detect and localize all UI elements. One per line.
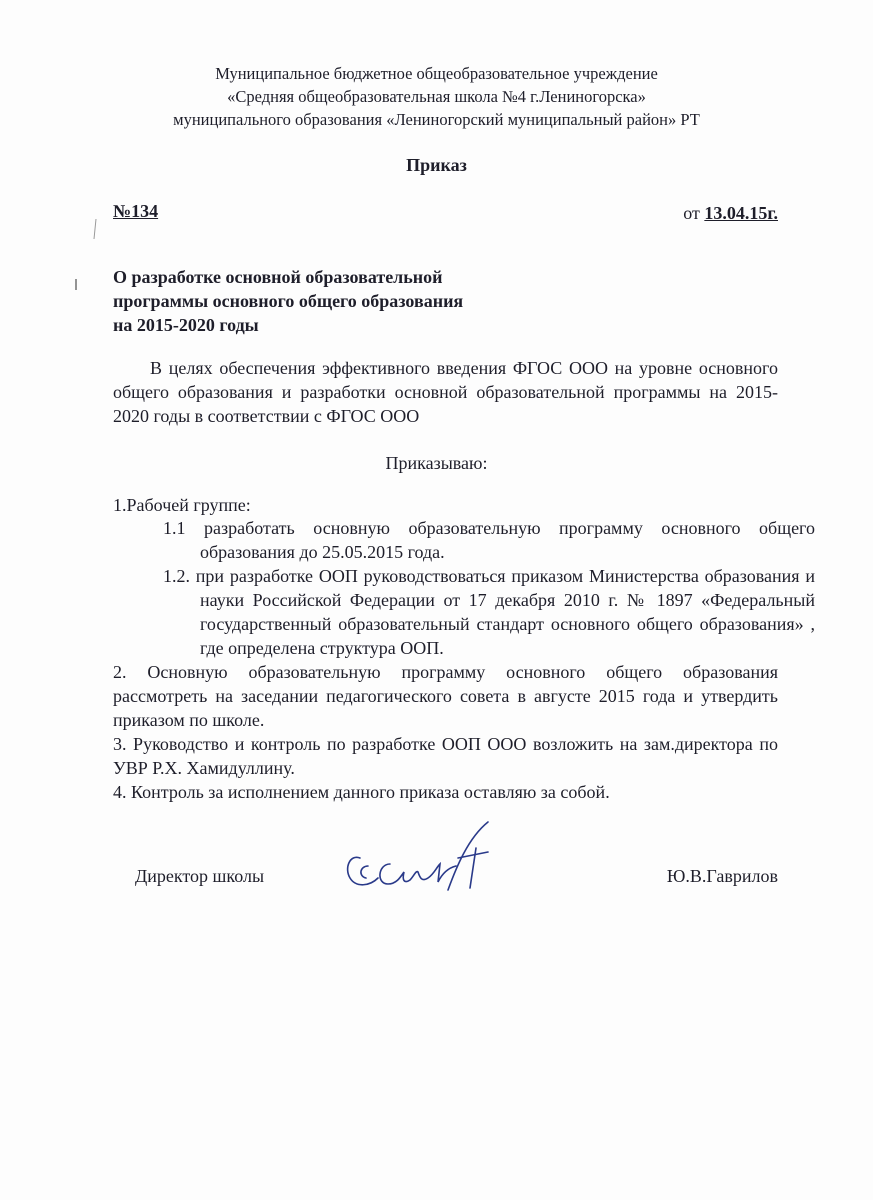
header-line-2: «Средняя общеобразовательная школа №4 г.Лениногорска» [227, 87, 646, 106]
handwritten-signature [338, 818, 498, 898]
item-4: 4. Контроль за исполнением данного приказа оставляю за собой. [113, 782, 610, 802]
item-3: 3. Руководство и контроль по разработке ООП ООО возложить на зам.директора по УВР Р.Х. Хамидуллину. [113, 734, 778, 778]
date-value: 13.04.15г. [704, 203, 778, 223]
order-number: №134 [113, 201, 159, 221]
item-1-1: 1.1 разработать основную образовательную программу основного общего образования до 25.05.2015 года. [163, 518, 815, 562]
signatory-name: Ю.В.Гаврилов [666, 866, 778, 886]
signatory-position: Директор школы [135, 866, 265, 886]
item-1: 1.Рабочей группе: [113, 495, 251, 515]
subject-line-1: О разработке основной образовательной [113, 267, 443, 287]
scan-mark [92, 218, 98, 240]
item-2: 2. Основную образовательную программу основного общего образования рассмотреть на заседании педагогического совета в августе 2015 года и утвердить приказом по школе. [113, 662, 778, 730]
header-line-1: Муниципальное бюджетное общеобразовательное учреждение [215, 64, 658, 83]
subject-line-3: на 2015-2020 годы [113, 315, 259, 335]
institution-header [0, 62, 873, 131]
document-title: Приказ [406, 155, 467, 175]
order-subject [113, 265, 463, 337]
header-line-3: муниципального образования «Лениногорский муниципальный район» РТ [173, 110, 700, 129]
date-prefix: от [683, 203, 700, 223]
scan-mark [73, 278, 79, 292]
order-word: Приказываю: [385, 453, 488, 473]
order-date [683, 203, 778, 224]
subject-line-2: программы основного общего образования [113, 291, 464, 311]
item-1-2: 1.2. при разработке ООП руководствоваться приказом Министерства образования и науки Российской Федерации от 17 декабря 2010 г. № 1897 «Федеральный государственный образовательный стандарт основного общего образования» , где определена структура ООП. [163, 566, 815, 658]
intro-paragraph: В целях обеспечения эффективного введения ФГОС ООО на уровне основного общего образования и разработки основной образовательной программы на 2015-2020 годы в соответствии с ФГОС ООО [113, 358, 778, 426]
